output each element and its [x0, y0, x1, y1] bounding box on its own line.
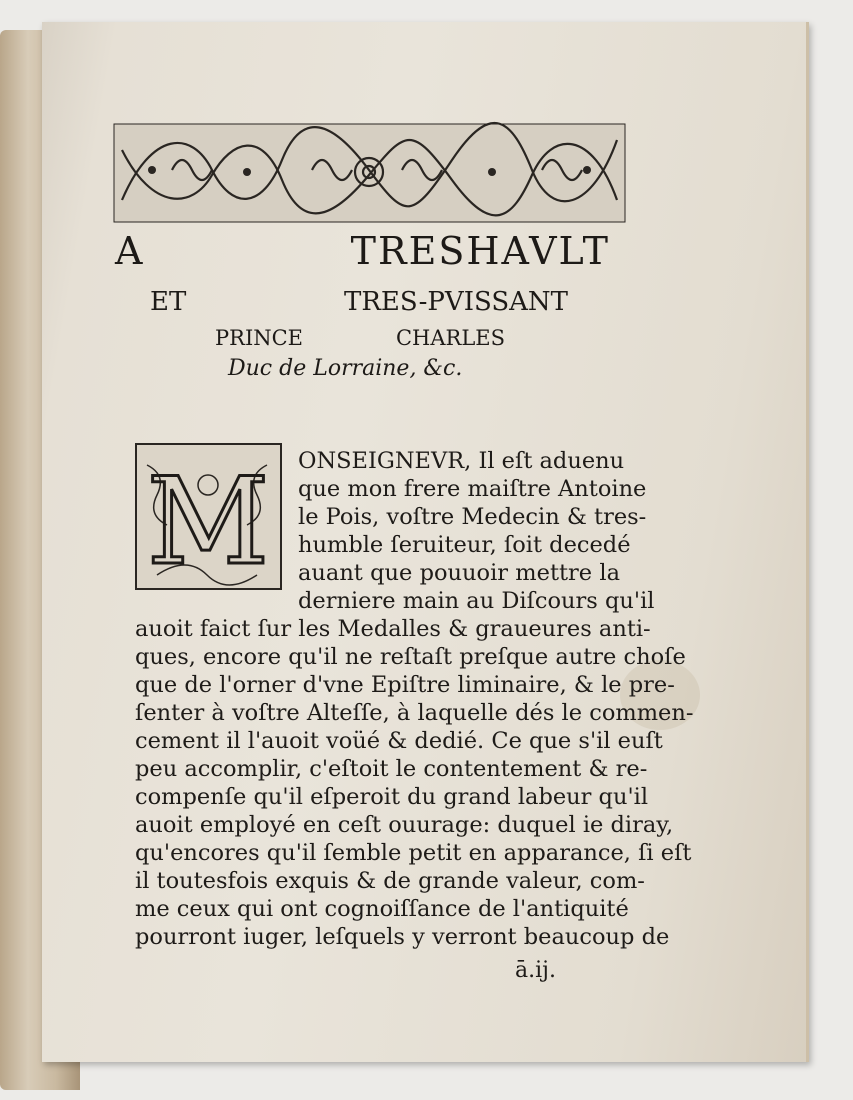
text-line: auoit faict ſur les Medalles & graueures anti-	[135, 616, 651, 642]
text-line: me ceux qui ont cognoiſſance de l'antiquité	[135, 896, 629, 922]
text-line: ques, encore qu'il ne reſtaſt preſque autre choſe	[135, 644, 686, 670]
text-line: auoit employé en ceſt ouurage: duquel ie diray,	[135, 812, 674, 838]
text-line: pourront iuger, leſquels y verront beaucoup de	[135, 924, 670, 950]
text-line: cement il l'auoit voüé & dedié. Ce que s'il euſt	[135, 728, 663, 754]
text-line: que mon frere maiſtre Antoine	[298, 476, 647, 502]
signature-mark: ā.ij.	[515, 958, 556, 983]
text-line: ſenter à voſtre Alteſſe, à laquelle dés le commen-	[135, 700, 694, 726]
text-line: auant que pouuoir mettre la	[298, 560, 620, 586]
text-line: compenſe qu'il eſperoit du grand labeur qu'il	[135, 784, 649, 810]
heading-line-1: A TRESHAVLT	[115, 229, 610, 273]
heading-line-4: Duc de Lorraine, &c.	[228, 356, 463, 381]
ornamental-dropcap	[135, 443, 282, 590]
text-line: peu accomplir, c'eſtoit le contentement & re-	[135, 756, 648, 782]
text-line: il toutesfois exquis & de grande valeur, com-	[135, 868, 645, 894]
text-line: derniere main au Diſcours qu'il	[298, 588, 655, 614]
decorative-headpiece-ornament	[112, 120, 627, 226]
text-line: qu'encores qu'il ſemble petit en apparance, ſi eſt	[135, 840, 692, 866]
dropcap-letter: M	[146, 453, 270, 588]
text-line: le Pois, voſtre Medecin & tres-	[298, 504, 647, 530]
text-line: que de l'orner d'vne Epiſtre liminaire, & le pre-	[135, 672, 675, 698]
text-line: ONSEIGNEVR, Il eſt aduenu	[298, 448, 625, 474]
dropcap-foliage-icon	[137, 445, 280, 588]
heading-line-2: ET TRES-PVISSANT	[150, 287, 568, 317]
text-line: humble ſeruiteur, ſoit decedé	[298, 532, 631, 558]
heading-line-3: PRINCE CHARLES	[215, 326, 505, 350]
